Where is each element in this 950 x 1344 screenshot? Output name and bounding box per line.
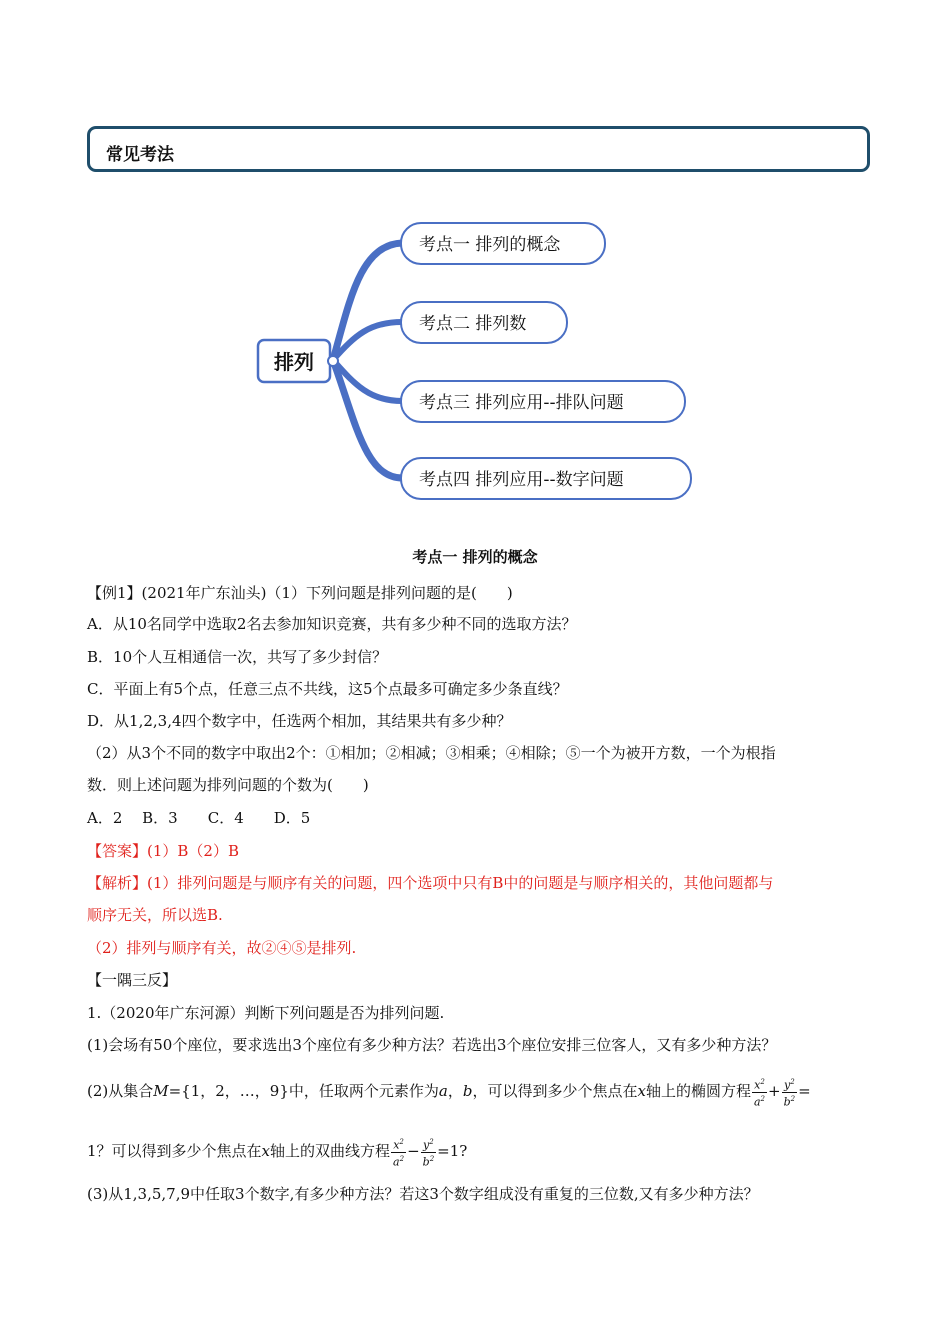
example-part2-line2: 数．则上述问题为排列问题的个数为( ) xyxy=(87,776,369,794)
fraction-y-b: $\frac{y^2}{b^2}$ xyxy=(783,1078,796,1109)
practice-q1-1: (1)会场有50个座位，要求选出3个座位有多少种方法？若选出3个座位安排三位客人，又有多少种方法？ xyxy=(87,1036,777,1054)
example-option-b: B．10个人互相通信一次，共写了多少封信？ xyxy=(87,648,388,666)
plus-sign: + xyxy=(768,1082,781,1101)
practice-q1: 1.（2020年广东河源）判断下列问题是否为排列问题. xyxy=(87,1004,445,1022)
example-option-a: A．从10名同学中选取2名去参加知识竞赛，共有多少种不同的选取方法？ xyxy=(87,615,577,633)
example-part2-options: A．2 B．3 C．4 D．5 xyxy=(87,809,311,827)
minus-sign: − xyxy=(407,1142,420,1161)
q1-2-line2-text-a: 1？可以得到多少个焦点在 xyxy=(87,1142,262,1161)
equals-sign: = xyxy=(798,1082,811,1101)
example-option-c: C．平面上有5个点，任意三点不共线，这5个点最多可确定多少条直线？ xyxy=(87,680,568,698)
q1-2-line2-text-b: 轴上的双曲线方程 xyxy=(270,1142,391,1161)
var-x: x xyxy=(637,1082,646,1101)
var-b: b xyxy=(462,1082,473,1101)
analysis-line2: 顺序无关，所以选B. xyxy=(87,906,223,924)
comma: ， xyxy=(447,1082,463,1101)
fraction-x-a: $\frac{x^2}{a^2}$ xyxy=(753,1078,766,1109)
answer-text: 【答案】(1）B（2）B xyxy=(87,842,239,860)
example-stem: 【例1】(2021年广东汕头)（1）下列问题是排列问题的是( ) xyxy=(87,584,513,602)
analysis-line1: 【解析】(1）排列问题是与顺序有关的问题，四个选项中只有B中的问题是与顺序相关的，其他问题都与 xyxy=(87,874,774,892)
branch-1 xyxy=(333,243,402,360)
q1-2-line2-text-c: =1? xyxy=(437,1142,468,1161)
node-3-label: 考点三 排列应用--排队问题 xyxy=(419,393,624,413)
q1-2-text-b: ={1，2，…，9}中，任取两个元素作为 xyxy=(168,1082,439,1101)
practice-q1-2-line2 xyxy=(87,1136,467,1168)
fraction-x-a-2: $\frac{x^2}{a^2}$ xyxy=(393,1138,405,1169)
q1-2-text-c: ，可以得到多少个焦点在 xyxy=(472,1082,638,1101)
q1-2-text-d: 轴上的椭圆方程 xyxy=(645,1082,751,1101)
mindmap-branches xyxy=(333,243,402,478)
practice-heading: 【一隅三反】 xyxy=(87,971,178,989)
set-m: M xyxy=(153,1082,169,1101)
fraction-y-b-2: $\frac{y^2}{b^2}$ xyxy=(422,1138,435,1169)
mindmap xyxy=(0,0,950,520)
practice-q1-3: (3)从1,3,5,7,9中任取3个数字,有多少种方法？若这3个数字组成没有重复的三位数,又有多少种方法？ xyxy=(87,1185,759,1203)
branch-4 xyxy=(333,360,402,478)
section-title: 考点一 排列的概念 xyxy=(412,548,538,566)
node-4-label: 考点四 排列应用--数字问题 xyxy=(419,470,624,490)
example-part2-line1: （2）从3个不同的数字中取出2个：①相加；②相减；③相乘；④相除；⑤一个为被开方数，一个为根指 xyxy=(87,744,776,762)
root-label: 排列 xyxy=(274,350,314,374)
var-a: a xyxy=(438,1082,448,1101)
analysis-line3: （2）排列与顺序有关，故②④⑤是排列. xyxy=(87,939,357,957)
var-x-2: x xyxy=(261,1142,271,1161)
root-connector xyxy=(328,356,338,366)
node-1-label: 考点一 排列的概念 xyxy=(419,235,561,255)
q1-2-text-a: (2)从集合 xyxy=(87,1082,154,1101)
node-2-label: 考点二 排列数 xyxy=(419,314,527,334)
example-option-d: D．从1,2,3,4四个数字中，任选两个相加，其结果共有多少种？ xyxy=(87,712,512,730)
header-title: 常见考法 xyxy=(106,145,174,165)
practice-q1-2-line1 xyxy=(87,1076,811,1108)
